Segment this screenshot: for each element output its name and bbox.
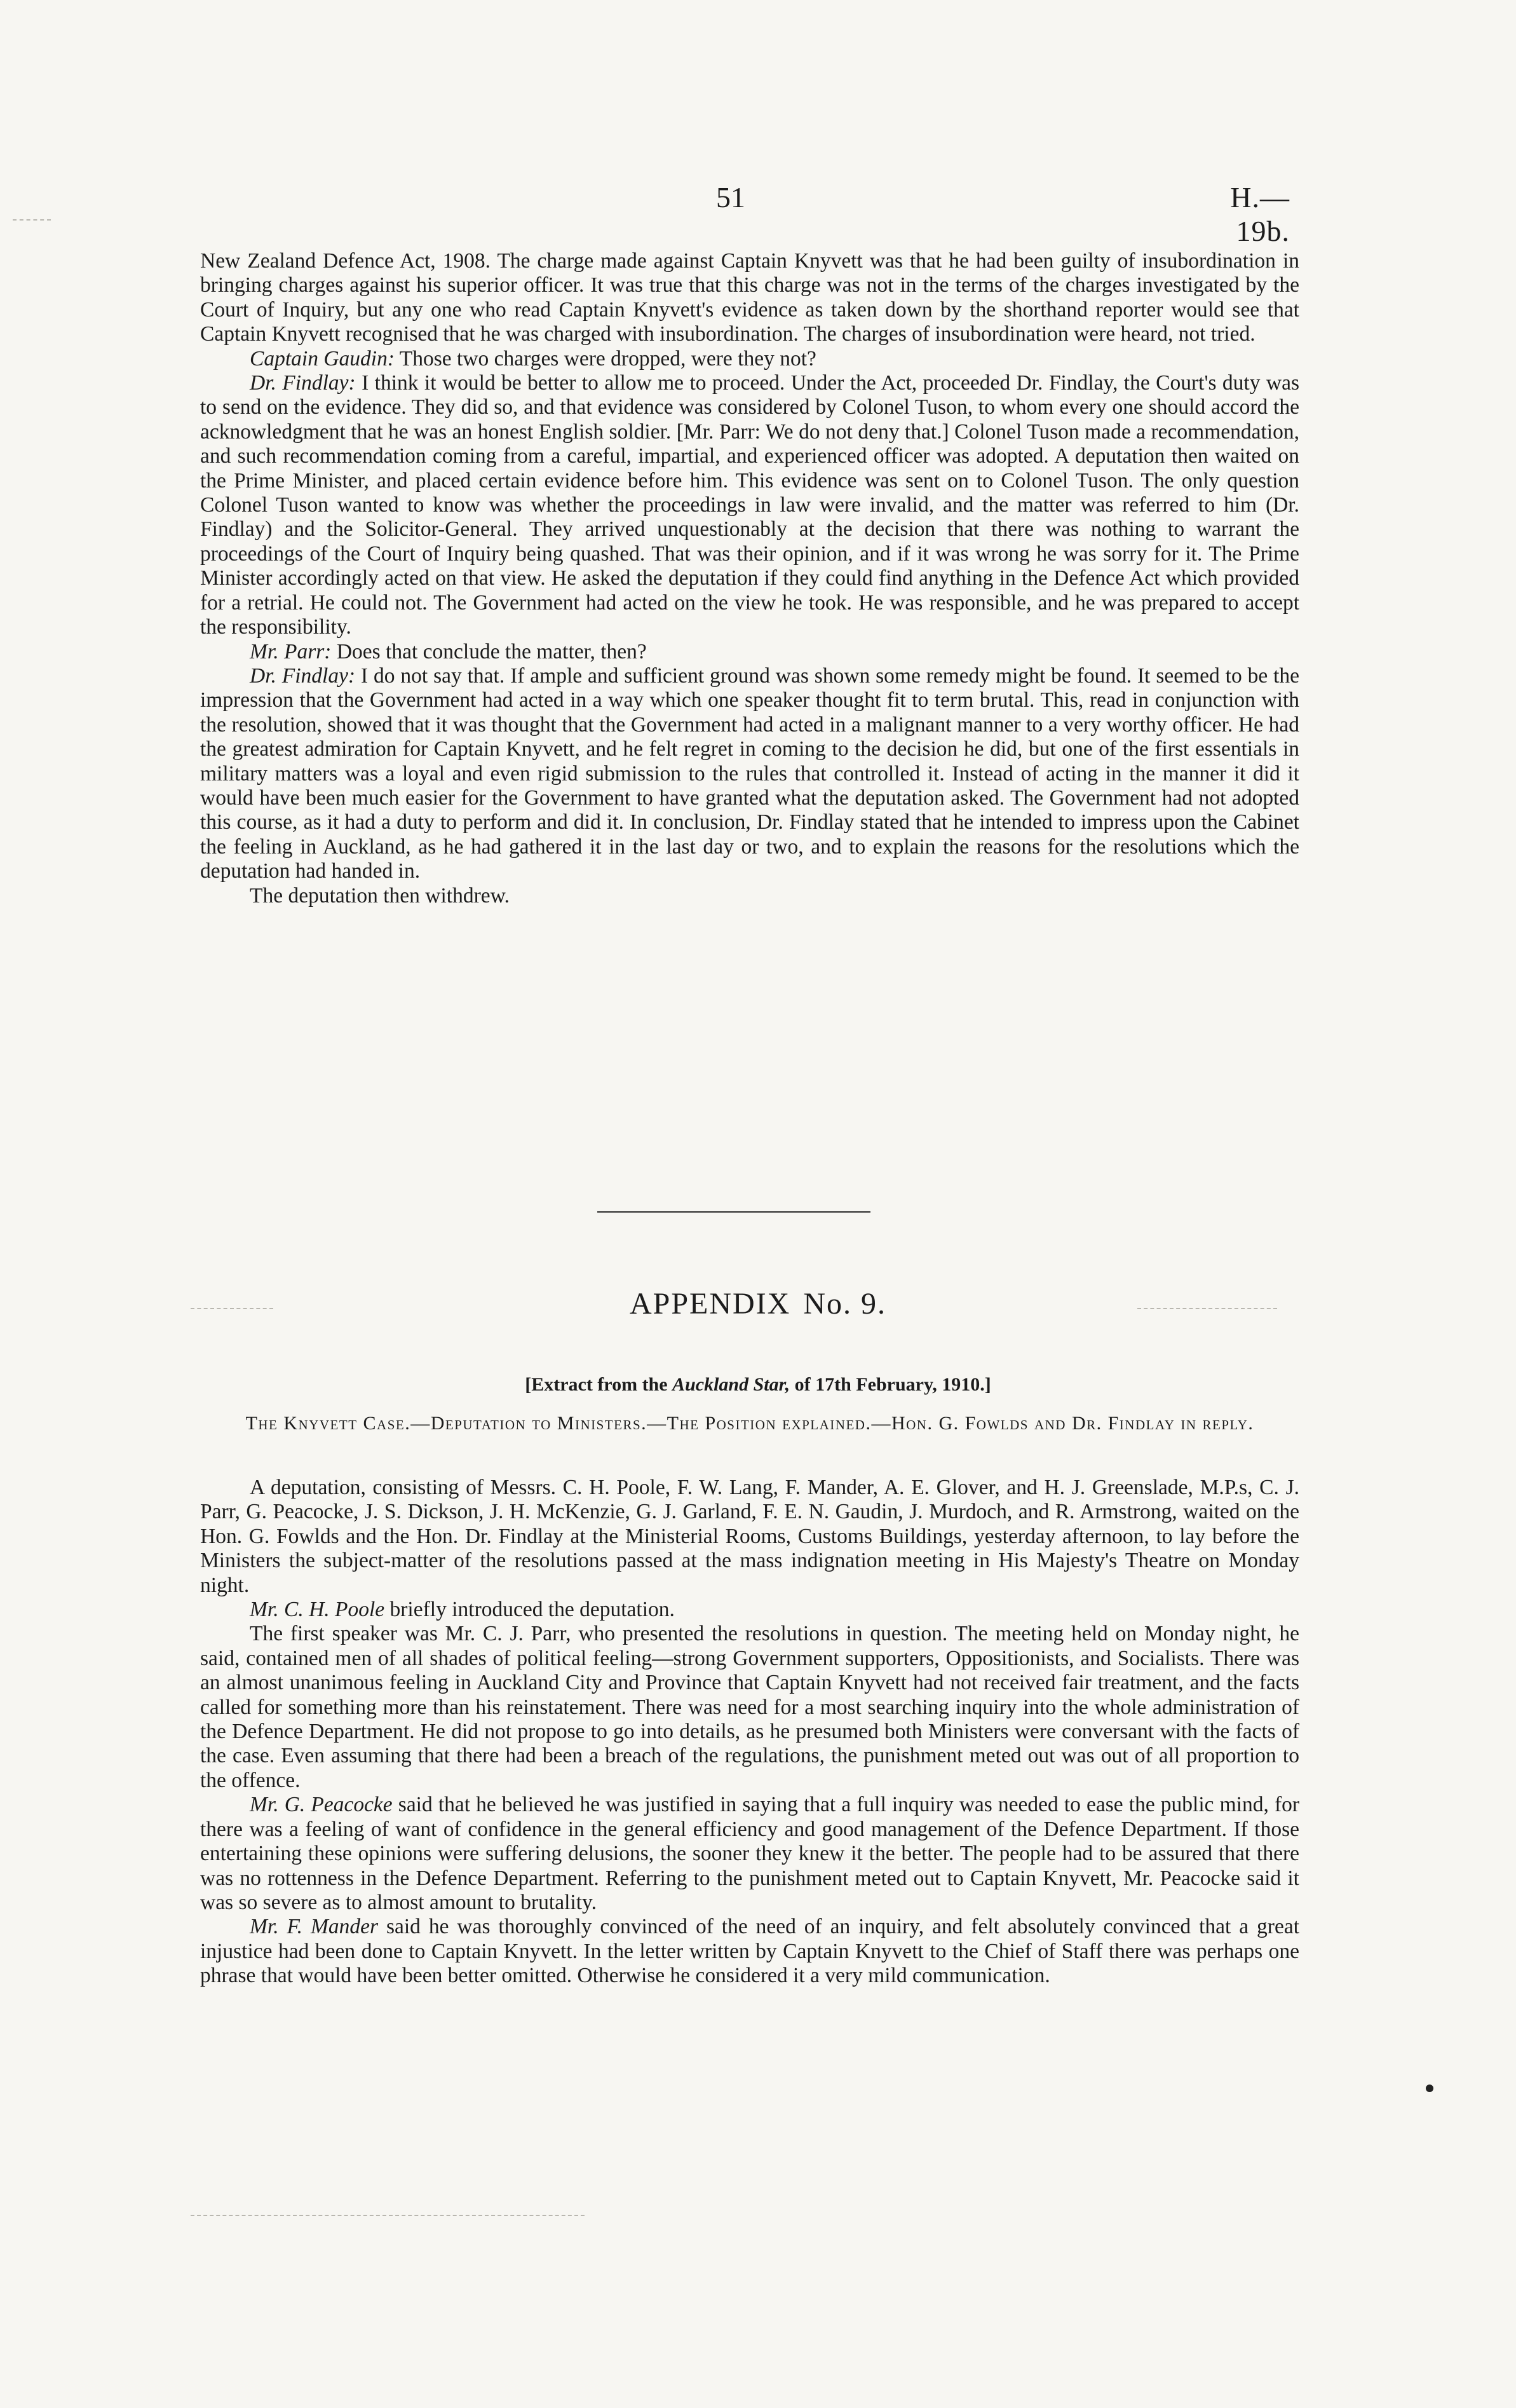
appendix-label: APPENDIX (629, 1287, 791, 1321)
scan-mark (1426, 2085, 1433, 2092)
case-heading: The Knyvett Case.—Deputation to Ministers.—The Position explained.—Hon. G. Fowlds and Dr. Findlay in reply. (245, 1413, 1254, 1434)
deputation-report-continued (200, 249, 1299, 908)
document-reference: H.—19b. (1230, 181, 1290, 247)
paragraph-text: briefly introduced the deputation. (389, 1598, 675, 1622)
appendix-article-body (200, 1476, 1299, 1989)
paragraph-text: Does that conclude the matter, then? (336, 639, 647, 663)
scan-artifact (191, 1308, 273, 1309)
scan-artifact (191, 2215, 585, 2216)
paragraph-text: A deputation, consisting of Messrs. C. H. Poole, F. W. Lang, F. Mander, A. E. Glover, and H. J. Greenslade, M.P.s, C. J. Parr, G. Peacocke, J. S. Dickson, J. H. McKenzie, G. J. Garland, F. E. N. Gaudin, J. Murdoch, and R. Armstrong, waited on the Hon. G. Fowlds and the Hon. Dr. Findlay at the Ministerial Rooms, Customs Buildings, yesterday afternoon, to lay before the Ministers the subject-matter of the resolutions passed at the mass indignation meeting in His Majesty's Theatre on Monday night. (200, 1476, 1299, 1597)
paragraph-text: The deputation then withdrew. (250, 883, 510, 908)
paragraph (200, 1476, 1299, 1598)
paragraph (200, 1793, 1299, 1915)
paragraph (200, 1622, 1299, 1793)
scan-artifact (1137, 1308, 1277, 1309)
paragraph-text: The first speaker was Mr. C. J. Parr, who presented the resolutions in question. The meeting held on Monday night, he said, contained men of all shades of political feeling—strong Government supporters, Oppositionists, and Socialists. There was an almost unanimous feeling in Auckland City and Province that Captain Knyvett had not received fair treatment, and the facts called for something more than his reinstatement. There was need for a most searching inquiry into the whole administration of the Defence Department. He did not propose to go into details, as he presumed both Ministers were conversant with the facts of the case. Even assuming that there had been a breach of the regulations, the punishment meted out was out of all proportion to the offence. (200, 1622, 1299, 1792)
paragraph-text: New Zealand Defence Act, 1908. The charge made against Captain Knyvett was that he had been guilty of insubordination in bringing charges against his superior officer. It was true that this charge was not in the terms of the charges investigated by the Court of Inquiry, but any one who read Captain Knyvett's evidence as taken down by the shorthand reporter would see that Captain Knyvett recognised that he was charged with insubordination. The charges of insubordination were heard, not tried. (200, 249, 1299, 346)
scan-artifact (13, 219, 51, 221)
page-number: 51 (716, 181, 745, 214)
paragraph-text: said he was thoroughly convinced of the need of an inquiry, and felt absolutely convinced that a great injustice had been done to Captain Knyvett. In the letter written by Captain Knyvett to the Chief of Staff there was perhaps one phrase that would have been better omitted. Otherwise he considered it a very mild communication. (200, 1915, 1300, 1988)
speaker-name: Mr. C. H. Poole (250, 1598, 385, 1622)
extract-source-line (0, 1374, 1516, 1396)
speaker-name: Mr. F. Mander (250, 1915, 379, 1939)
section-divider (597, 1211, 870, 1213)
paragraph-text: said that he believed he was justified in saying that a full inquiry was needed to ease the public mind, for there was a feeling of want of confidence in the general efficiency and good management of the Defence Department. If those entertaining these opinions were suffering delusions, the sooner they knew it the better. The people had to be assured that there was no rottenness in the Defence Department. Referring to the punishment meted out to Captain Knyvett, Mr. Peacocke said it was so severe as to almost amount to brutality. (200, 1793, 1300, 1914)
appendix-title (0, 1286, 1516, 1321)
extract-publication: Auckland Star, (672, 1374, 790, 1395)
paragraph-text: Those two charges were dropped, were they not? (399, 346, 816, 371)
appendix-number: No. 9. (803, 1287, 887, 1321)
paragraph-text: I think it would be better to allow me to proceed. Under the Act, proceeded Dr. Findlay, the Court's duty was to send on the evidence. They did so, and that evidence was considered by Colonel Tuson, to whom every one should accord the acknowledgment that he was an honest English soldier. [Mr. Parr: We do not deny that.] Colonel Tuson made a recommendation, and such recommendation coming from a careful, impartial, and experienced officer was adopted. A deputation then waited on the Prime Minister, and placed certain evidence before him. This evidence was sent on to Colonel Tuson. The only question Colonel Tuson wanted to know was whether the proceedings in law were invalid, and the matter was referred to him (Dr. Findlay) and the Solicitor-General. They arrived unquestionably at the decision that there was nothing to warrant the proceedings of the Court of Inquiry being quashed. That was their opinion, and if it was wrong he was sorry for it. The Prime Minister accordingly acted on that view. He asked the deputation if they could find anything in the Defence Act which provided for a retrial. He could not. The Government had acted on the view he took. He was responsible, and he was prepared to accept the responsibility. (200, 371, 1299, 639)
paragraph (200, 884, 1299, 908)
speaker-name: Captain Gaudin: (250, 346, 395, 371)
extract-prefix: [Extract from the (525, 1374, 668, 1395)
paragraph (200, 371, 1299, 639)
paragraph (200, 664, 1299, 884)
speaker-name: Mr. Parr: (250, 639, 332, 663)
speaker-name: Mr. G. Peacocke (250, 1793, 393, 1817)
speaker-name: Dr. Findlay: (250, 371, 356, 395)
paragraph (200, 347, 1299, 371)
extract-date: of 17th February, 1910.] (794, 1374, 991, 1395)
paragraph (200, 640, 1299, 664)
paragraph-text: I do not say that. If ample and sufficient ground was shown some remedy might be found. It seemed to be the impression that the Government had acted in a way which one speaker thought fit to term brutal. This, read in conjunction with the resolution, showed that it was thought that the Government had acted in a malignant manner to a very worthy officer. He had the greatest admiration for Captain Knyvett, and he felt regret in coming to the decision he did, but one of the first essentials in military matters was a loyal and even rigid submission to the rules that controlled it. Instead of acting in the manner it did it would have been much easier for the Government to have granted what the deputation asked. The Government had not adopted this course, as it had a duty to perform and did it. In conclusion, Dr. Findlay stated that he intended to impress upon the Cabinet the feeling in Auckland, as he had gathered it in the last day or two, and to explain the reasons for the resolutions which the deputation had handed in. (200, 663, 1299, 883)
paragraph (200, 249, 1299, 347)
paragraph (200, 1598, 1299, 1622)
speaker-name: Dr. Findlay: (250, 663, 356, 688)
paragraph (200, 1915, 1299, 1988)
